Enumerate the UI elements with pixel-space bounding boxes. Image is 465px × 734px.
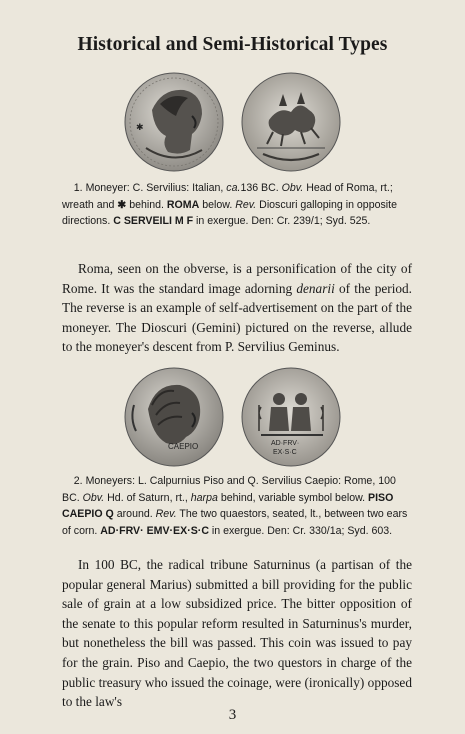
figure1-coins [0, 70, 465, 175]
svg-text:AD·FRV·: AD·FRV· [270, 440, 299, 447]
page-title: Historical and Semi-Historical Types [77, 34, 388, 55]
caption-number: 1. [73, 182, 83, 194]
page-number: 3 [228, 707, 237, 723]
svg-text:CAEPIO: CAEPIO [167, 442, 198, 451]
star-symbol-icon: ✱ [117, 198, 127, 211]
coin-reverse-two-quaestors-seated-icon [239, 365, 344, 470]
coin-reverse-dioscuri-galloping-icon [239, 70, 344, 175]
svg-text:✱: ✱ [135, 122, 144, 132]
paragraph-saturninus: In 100 BC, the radical tribune Saturninus (a partisan of the popular general Marius) submitted a bill providing for the public sale of grain at a low subsidized price. The bitter opposition of the senate to this popular reform resulted in Saturninus's murder, but nonetheless the bill was passed. This coin was issued to pay for the grain. Piso and Caepio, the two questors in charge of the public treasury who issued the coinage, were (ironically) opposed to the law's [62, 557, 412, 710]
figure1-caption: 1. Moneyer: C. Servilius: Italian, ca.136 BC. Obv. Head of Roma, rt.; wreath and ✱ behind. ROMA below. Rev. Dioscuri galloping in opposite directions. C SERVEILI M F in exergue. Den: Cr. 239/1; Syd. 525. [62, 182, 397, 227]
figure2-caption: 2. Moneyers: L. Calpurnius Piso and Q. Servilius Caepio: Rome, 100 BC. Obv. Hd. of Saturn, rt., harpa behind, variable symbol below. PISO CAEPIO Q around. Rev. The two quaestors, seated, lt., between two ears of corn. AD·FRV· EMV·EX·S·C in exergue. Den: Cr. 330/1a; Syd. 603. [62, 475, 408, 537]
svg-text:EX·S·C: EX·S·C [272, 449, 297, 456]
paragraph-roma: Roma, seen on the obverse, is a personification of the city of Rome. It was the standard image adorning denarii of the period. The reverse is an example of self-advertisement on the part of the moneyer. The Dioscuri (Gemini) pictured on the reverse, allude to the moneyer's descent from P. Servilius Geminus. [62, 261, 413, 355]
coin-obverse-saturn-head-icon [122, 365, 227, 470]
caption-number: 2. [73, 475, 83, 487]
coin-obverse-roma-head-icon [122, 70, 227, 175]
figure2-coins [0, 365, 465, 470]
